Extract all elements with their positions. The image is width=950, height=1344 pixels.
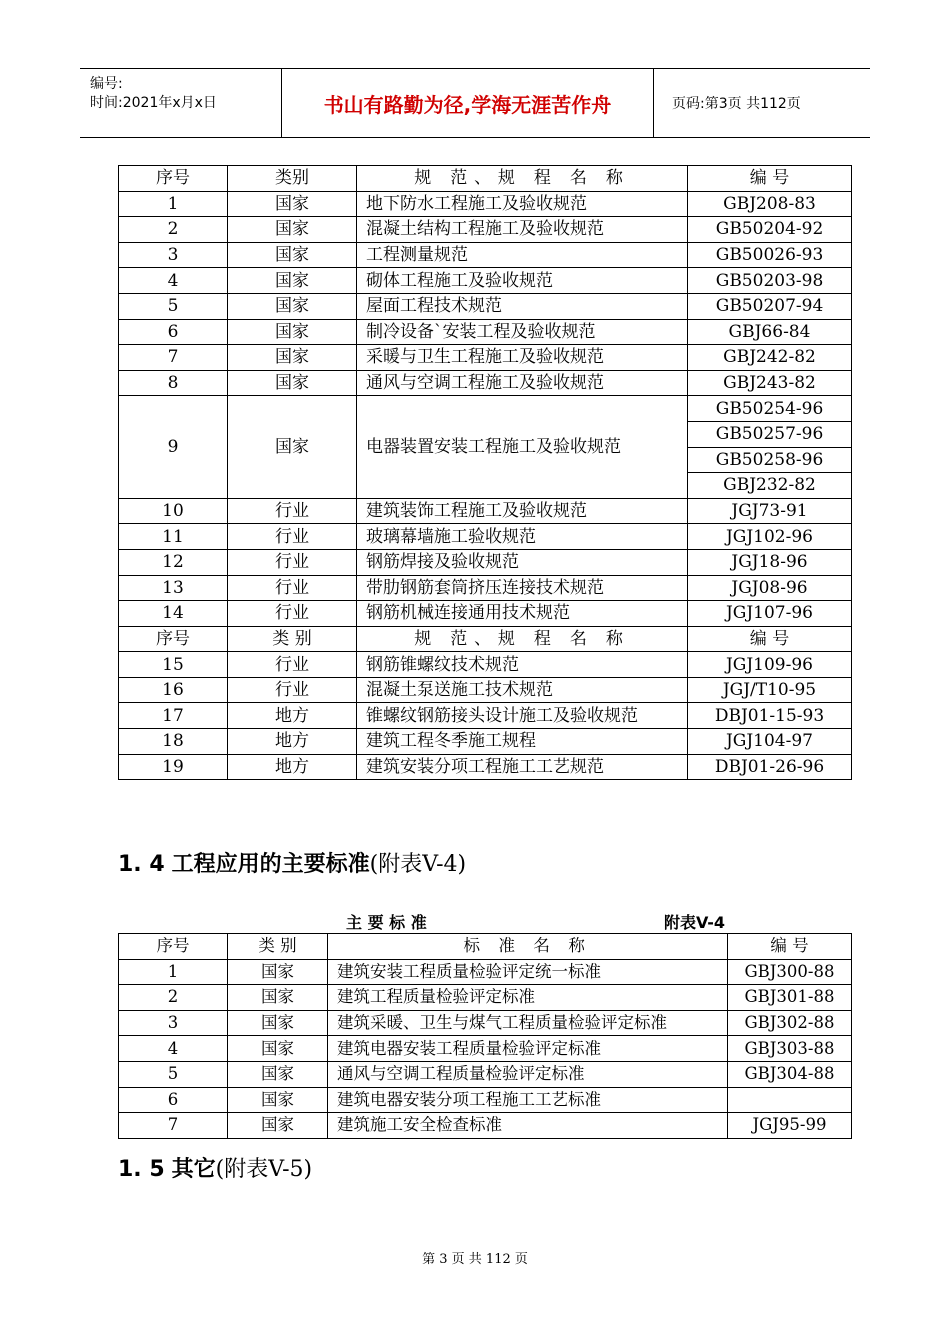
cell-no: 1	[119, 959, 228, 985]
cell-code: GBJ243-82	[688, 370, 852, 396]
section-1-5-heading	[118, 1152, 312, 1183]
cell-category: 国家	[228, 191, 357, 217]
cell-no: 12	[119, 549, 228, 575]
cell-name: 通风与空调工程质量检验评定标准	[328, 1061, 728, 1087]
cell-category: 行业	[228, 549, 357, 575]
cell-no: 11	[119, 524, 228, 550]
cell-name: 钢筋锥螺纹技术规范	[357, 652, 688, 678]
cell-no: 2	[119, 217, 228, 243]
cell-category: 地方	[228, 729, 357, 755]
cell-code	[728, 1087, 852, 1113]
cell-no: 10	[119, 498, 228, 524]
cell-category: 国家	[228, 396, 357, 498]
cell-category: 国家	[228, 1010, 328, 1036]
cell-name: 通风与空调工程施工及验收规范	[357, 370, 688, 396]
cell-category: 国家	[228, 1113, 328, 1139]
cell-code: DBJ01-26-96	[688, 754, 852, 780]
cell-name: 混凝土结构工程施工及验收规范	[357, 217, 688, 243]
header-code: 编 号	[688, 166, 852, 192]
cell-category: 地方	[228, 754, 357, 780]
cell-code: GBJ208-83	[688, 191, 852, 217]
cell-category: 国家	[228, 268, 357, 294]
cell-code: GBJ304-88	[728, 1061, 852, 1087]
cell-code: GBJ302-88	[728, 1010, 852, 1036]
page-label-text: 页码:第3页 共112页	[672, 96, 801, 112]
cell-code: GB50203-98	[688, 268, 852, 294]
cell-no: 19	[119, 754, 228, 780]
cell-no: 5	[119, 293, 228, 319]
table-row	[119, 396, 852, 422]
cell-code: DBJ01-15-93	[688, 703, 852, 729]
cell-code: GB50026-93	[688, 242, 852, 268]
cell-no: 17	[119, 703, 228, 729]
cell-name: 工程测量规范	[357, 242, 688, 268]
table-row	[119, 1010, 852, 1036]
header-motto: 书山有路勤为径,学海无涯苦作舟	[282, 69, 654, 137]
cell-name: 建筑电器安装工程质量检验评定标准	[328, 1036, 728, 1062]
cell-category: 国家	[228, 217, 357, 243]
table-row	[119, 242, 852, 268]
header-category: 类 别	[228, 934, 328, 960]
cell-name: 建筑安装工程质量检验评定统一标准	[328, 959, 728, 985]
cell-no: 1	[119, 191, 228, 217]
table-row	[119, 729, 852, 755]
header-no: 序号	[119, 626, 228, 652]
table-row	[119, 345, 852, 371]
cell-category: 国家	[228, 345, 357, 371]
cell-no: 13	[119, 575, 228, 601]
cell-code: JGJ102-96	[688, 524, 852, 550]
cell-category: 国家	[228, 242, 357, 268]
cell-name: 混凝土泵送施工技术规范	[357, 677, 688, 703]
section-number: 1. 4	[118, 852, 165, 877]
header-category: 类 别	[228, 626, 357, 652]
table-row	[119, 652, 852, 678]
time-label: 时间:2021年x月x日	[90, 95, 217, 111]
cell-code: GBJ300-88	[728, 959, 852, 985]
table-row	[119, 1061, 852, 1087]
cell-category: 国家	[228, 293, 357, 319]
cell-name: 建筑装饰工程施工及验收规范	[357, 498, 688, 524]
standards-table-body	[119, 934, 852, 1139]
cell-no: 16	[119, 677, 228, 703]
cell-no: 14	[119, 601, 228, 627]
header-code: 编 号	[728, 934, 852, 960]
table-row	[119, 293, 852, 319]
page-header	[80, 68, 870, 138]
section-1-4-heading	[118, 847, 466, 878]
cell-code: GBJ303-88	[728, 1036, 852, 1062]
cell-code: JGJ107-96	[688, 601, 852, 627]
cell-category: 国家	[228, 959, 328, 985]
table-row	[119, 319, 852, 345]
header-name: 规 范、规 程 名 称	[357, 166, 688, 192]
cell-name: 建筑工程质量检验评定标准	[328, 985, 728, 1011]
cell-code: GB50204-92	[688, 217, 852, 243]
cell-code: GBJ66-84	[688, 319, 852, 345]
table-row	[119, 217, 852, 243]
table-header-row	[119, 934, 852, 960]
header-no: 序号	[119, 934, 228, 960]
section-title: 工程应用的主要标准	[171, 852, 370, 877]
header-no: 序号	[119, 166, 228, 192]
specifications-table-body	[119, 166, 852, 780]
cell-code: JGJ95-99	[728, 1113, 852, 1139]
cell-code: JGJ18-96	[688, 549, 852, 575]
cell-no: 18	[119, 729, 228, 755]
cell-name: 建筑采暖、卫生与煤气工程质量检验评定标准	[328, 1010, 728, 1036]
cell-category: 行业	[228, 498, 357, 524]
cell-name: 钢筋焊接及验收规范	[357, 549, 688, 575]
cell-code: GB50254-96	[688, 396, 852, 422]
header-code: 编 号	[688, 626, 852, 652]
cell-category: 国家	[228, 1036, 328, 1062]
cell-no: 6	[119, 319, 228, 345]
cell-code: JGJ/T10-95	[688, 677, 852, 703]
cell-category: 国家	[228, 319, 357, 345]
cell-no: 7	[119, 1113, 228, 1139]
cell-name: 建筑电器安装分项工程施工工艺标准	[328, 1087, 728, 1113]
cell-category: 行业	[228, 575, 357, 601]
table-row	[119, 498, 852, 524]
header-name: 标 准 名 称	[328, 934, 728, 960]
table-row	[119, 601, 852, 627]
cell-name: 地下防水工程施工及验收规范	[357, 191, 688, 217]
header-name: 规 范、规 程 名 称	[357, 626, 688, 652]
cell-no: 3	[119, 1010, 228, 1036]
cell-no: 5	[119, 1061, 228, 1087]
table2-appendix-label: 附表V-4	[664, 913, 725, 932]
table-row	[119, 1113, 852, 1139]
specifications-table	[118, 165, 852, 780]
cell-name: 采暖与卫生工程施工及验收规范	[357, 345, 688, 371]
cell-category: 行业	[228, 601, 357, 627]
cell-category: 国家	[228, 370, 357, 396]
header-page-label	[664, 69, 870, 137]
cell-no: 15	[119, 652, 228, 678]
table-row	[119, 549, 852, 575]
cell-code: GB50207-94	[688, 293, 852, 319]
cell-code: GBJ301-88	[728, 985, 852, 1011]
table-header-row	[119, 166, 852, 192]
cell-name: 带肋钢筋套筒挤压连接技术规范	[357, 575, 688, 601]
code-label: 编号:	[90, 76, 123, 92]
cell-no: 7	[119, 345, 228, 371]
cell-code: GBJ232-82	[688, 473, 852, 499]
cell-name: 砌体工程施工及验收规范	[357, 268, 688, 294]
section-title: 其它	[171, 1157, 216, 1182]
cell-name: 钢筋机械连接通用技术规范	[357, 601, 688, 627]
cell-name: 锥螺纹钢筋接头设计施工及验收规范	[357, 703, 688, 729]
cell-name: 建筑工程冬季施工规程	[357, 729, 688, 755]
table-row	[119, 959, 852, 985]
cell-code: JGJ104-97	[688, 729, 852, 755]
cell-name: 屋面工程技术规范	[357, 293, 688, 319]
cell-category: 行业	[228, 524, 357, 550]
standards-table	[118, 933, 852, 1139]
table-row	[119, 1036, 852, 1062]
page-footer: 第 3 页 共 112 页	[422, 1252, 528, 1267]
table-row	[119, 1087, 852, 1113]
table-row	[119, 703, 852, 729]
cell-category: 国家	[228, 1061, 328, 1087]
table-row	[119, 677, 852, 703]
cell-name: 建筑安装分项工程施工工艺规范	[357, 754, 688, 780]
cell-name: 电器装置安装工程施工及验收规范	[357, 396, 688, 498]
table-row	[119, 370, 852, 396]
cell-no: 8	[119, 370, 228, 396]
table-row	[119, 524, 852, 550]
table-row	[119, 985, 852, 1011]
table-row	[119, 268, 852, 294]
cell-no: 4	[119, 1036, 228, 1062]
cell-code: GB50257-96	[688, 421, 852, 447]
cell-name: 玻璃幕墙施工验收规范	[357, 524, 688, 550]
cell-code: JGJ109-96	[688, 652, 852, 678]
header-meta	[80, 69, 282, 137]
cell-category: 国家	[228, 985, 328, 1011]
cell-no: 2	[119, 985, 228, 1011]
cell-name: 制冷设备`安装工程及验收规范	[357, 319, 688, 345]
cell-code: JGJ73-91	[688, 498, 852, 524]
table2-caption: 主 要 标 准	[346, 913, 427, 932]
cell-name: 建筑施工安全检查标准	[328, 1113, 728, 1139]
cell-no: 4	[119, 268, 228, 294]
cell-code: GB50258-96	[688, 447, 852, 473]
cell-no: 3	[119, 242, 228, 268]
cell-category: 行业	[228, 652, 357, 678]
table-row	[119, 754, 852, 780]
table-row	[119, 191, 852, 217]
section-number: 1. 5	[118, 1157, 165, 1182]
cell-category: 国家	[228, 1087, 328, 1113]
cell-code: GBJ242-82	[688, 345, 852, 371]
section-note: (附表V-4)	[369, 852, 467, 877]
cell-no: 6	[119, 1087, 228, 1113]
table-header-row	[119, 626, 852, 652]
cell-no: 9	[119, 396, 228, 498]
cell-category: 地方	[228, 703, 357, 729]
cell-category: 行业	[228, 677, 357, 703]
header-category: 类别	[228, 166, 357, 192]
cell-code: JGJ08-96	[688, 575, 852, 601]
table-row	[119, 575, 852, 601]
section-note: (附表V-5)	[215, 1157, 313, 1182]
